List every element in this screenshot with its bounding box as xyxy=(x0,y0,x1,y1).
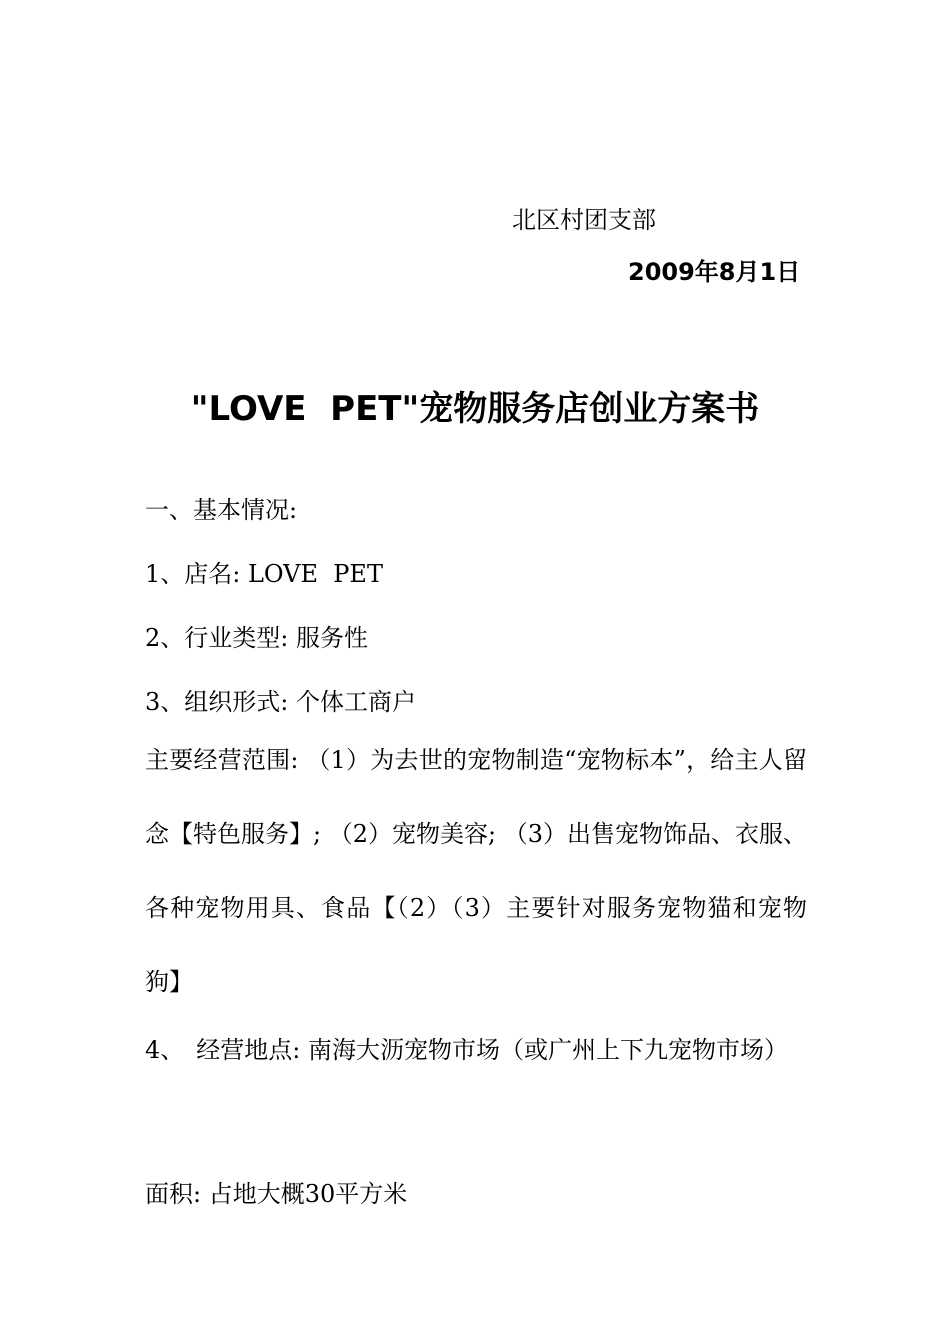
item-shop-name: 1、店名: LOVE PET xyxy=(145,560,383,588)
item-industry-type: 2、行业类型: 服务性 xyxy=(145,624,368,652)
section-heading-basic-info: 一、基本情况: xyxy=(145,496,298,524)
item-area: 面积: 占地大概30平方米 xyxy=(145,1180,408,1208)
item-business-location: 4、 经营地点: 南海大沥宠物市场（或广州上下九宠物市场） xyxy=(145,1036,788,1064)
item-organization-form: 3、组织形式: 个体工商户 xyxy=(145,688,416,716)
organization-name: 北区村团支部 xyxy=(512,206,656,234)
document-title: "LOVE PET"宠物服务店创业方案书 xyxy=(190,389,760,429)
document-date: 2009年8月1日 xyxy=(628,258,801,286)
business-scope-paragraph: 主要经营范围: （1）为去世的宠物制造“宠物标本”，给主人留念【特色服务】; （2）宠物美容; （3）出售宠物饰品、衣服、各种宠物用具、食品【（2）（3）主要针对服务宠物猫和宠物狗】 xyxy=(145,746,807,996)
